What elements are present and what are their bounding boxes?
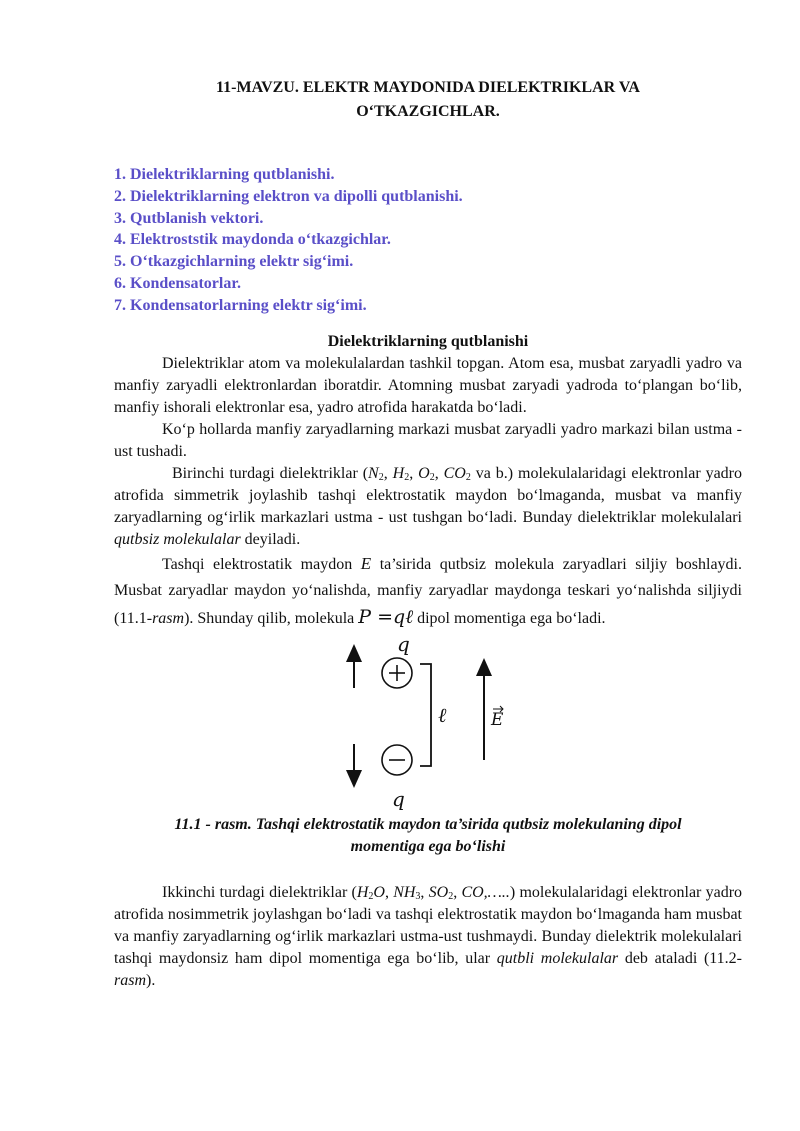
title-line-1: 11-MAVZU. ELEKTR MAYDONIDA DIELEKTRIKLAR VA <box>216 79 640 96</box>
field-symbol: E <box>360 553 372 573</box>
topic-item: 5. O‘tkazgichlarning elektr sig‘imi. <box>114 253 354 271</box>
paragraph-4: Tashqi elektrostatik maydon E ta’sirida qutbsiz molekula zaryadlari siljiy boshlaydi. Musbat zaryadlar maydon yo‘nalishda, manfiy zaryadlar maydonga teskari yo‘nalishda siljiydi (11.1-rasm). Shunday qilib, molekula P =qℓ dipol momentiga ega bo‘ladi. <box>114 553 742 628</box>
term-polar: qutbli molekulalar <box>496 949 619 967</box>
bracket-line <box>420 664 431 766</box>
caption-line-1: 11.1 - rasm. Tashqi elektrostatik maydon ta’sirida qutbsiz molekulaning dipol <box>174 815 682 833</box>
topic-item: 2. Dielektriklarning elektron va dipolli qutblanishi. <box>114 187 463 205</box>
dipole-diagram <box>114 636 742 814</box>
length-label: ℓ <box>438 702 447 727</box>
topic-item: 6. Kondensatorlar. <box>114 274 241 292</box>
paragraph-1: Dielektriklar atom va molekulalardan tashkil topgan. Atom esa, musbat zaryadli yadro va manfiy zaryadli elektronlardan iboratdir. Atomning musbat zaryadi yadroda to‘plangan bo‘lib, manfiy ishorali elektronlar esa, yadro atrofida harakatda bo‘ladi. <box>114 354 742 416</box>
document-page <box>114 60 742 992</box>
paragraph-3: Birinchi turdagi dielektriklar ($N_2$, $H_2$, $O_2$, $CO_2$ va b.) molekulalaridagi elektronlar yadro atrofida simmetrik joylashib tashqi elektrostatik maydon bo‘lmaganda, musbat va manfiy zaryadlarning og‘irlik markazlari ustma - ust tushgan bo‘ladi. Bunday dielektriklar molekulalari qutbsiz molekulalar deyiladi. <box>114 464 743 548</box>
dipole-figure <box>114 636 742 814</box>
dipole-formula: P =qℓ <box>358 605 414 628</box>
title-line-2: O‘TKAZGICHLAR. <box>356 103 500 120</box>
figure-caption <box>114 814 742 858</box>
page-title <box>114 76 742 124</box>
topic-item: 4. Elektroststik maydonda o‘tkazgichlar. <box>114 231 391 249</box>
topic-item: 7. Kondensatorlarning elektr sig‘imi. <box>114 296 367 314</box>
paragraph-2: Ko‘p hollarda manfiy zaryadlarning markazi musbat zaryadli yadro markazi bilan ustma - ust tushadi. <box>114 420 742 460</box>
section-heading: Dielektriklarning qutblanishi <box>327 332 529 350</box>
field-label: E <box>491 709 504 730</box>
term-nonpolar: qutbsiz molekulalar <box>114 530 241 548</box>
caption-line-2: momentiga ega bo‘lishi <box>350 837 506 855</box>
charge-label-bottom: q <box>392 786 405 811</box>
topic-list <box>114 164 742 317</box>
topic-item: 3. Qutblanish vektori. <box>114 209 264 227</box>
topic-item: 1. Dielektriklarning qutblanishi. <box>114 166 335 183</box>
charge-label-top: q <box>397 635 410 656</box>
paragraph-5: Ikkinchi turdagi dielektriklar ($H_2O$, $NH_3$, $SO_2$, CO,…..) molekulalaridagi elektronlar yadro atrofida nosimmetrik joylashgan bo‘ladi va tashqi elektrostatik maydon bo‘lmaganda ham musbat va manfiy zaryadlarning og‘irlik markazlari ustma-ust tushmaydi. Bunday dielektrik molekulalari tashqi maydonsiz ham dipol momentiga ega bo‘lib, ular qutbli molekulalar deb ataladi (11.2-rasm). <box>114 883 743 989</box>
